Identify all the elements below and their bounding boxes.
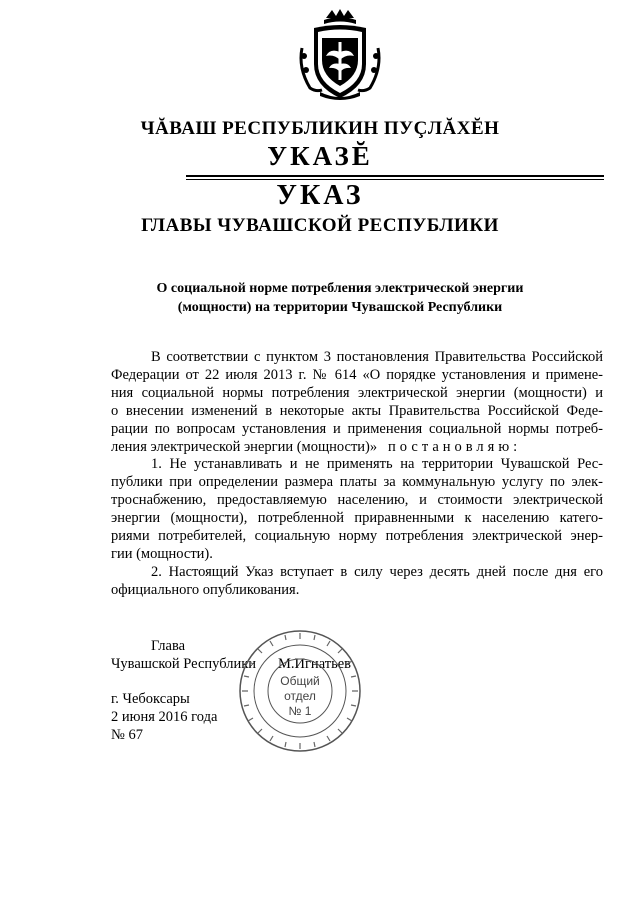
city: г. Чебоксары	[111, 691, 190, 707]
body-line: В соответствии с пунктом 3 постановления Правительства Российской	[151, 349, 603, 365]
header-republic-chuvash: ЧĂВАШ РЕСПУБЛИКИН ПУÇЛĂХĔН	[140, 118, 500, 139]
title-line: (мощности) на территории Чувашской Республики	[177, 300, 503, 315]
document-title	[130, 279, 550, 317]
body-line: энергии (мощности), потребленной приравненными к населению катего-	[111, 510, 603, 527]
header-authority: ГЛАВЫ ЧУВАШСКОЙ РЕСПУБЛИКИ	[141, 215, 499, 236]
body-line	[111, 439, 603, 457]
body-line: риями потребителей, социальную норму потребления электрической энер-	[111, 528, 603, 545]
body-line: официального опубликования.	[111, 581, 300, 598]
signature-title-line: Глава	[151, 638, 186, 654]
stamp-line: отдел	[284, 689, 316, 703]
signature-name: М.Игнатьев	[278, 656, 351, 672]
header-decree-chuvash: УКАЗĔ	[267, 141, 373, 171]
body-line: ния социальной нормы потребления электрической энергии (мощности) и	[111, 384, 603, 401]
place-and-date	[111, 690, 217, 744]
decree-number: № 67	[111, 727, 143, 743]
body-line: рации по вопросам установления и применения социальной нормы потреб-	[111, 420, 603, 437]
header-rule-thick	[186, 175, 604, 177]
body-line: Федерации от 22 июля 2013 г. № 614 «О порядке установления и примене-	[111, 366, 603, 383]
body-line: 1. Не устанавливать и не применять на территории Чувашской Рес-	[151, 456, 603, 473]
body-line: 2. Настоящий Указ вступает в силу через десять дней после дня его	[151, 563, 603, 580]
body-line: публики при определении размера платы за коммунальную услугу по элек-	[111, 474, 603, 491]
stamp-line: № 1	[288, 704, 312, 718]
document-body	[111, 349, 603, 600]
title-line: О социальной норме потребления электрической энергии	[156, 281, 524, 296]
date: 2 июня 2016 года	[111, 709, 218, 725]
body-line: о внесении изменений в некоторые акты Правительства Российской Феде-	[111, 402, 603, 419]
header-decree: УКАЗ	[276, 180, 364, 211]
coat-of-arms-icon	[296, 8, 384, 102]
body-line: гии (мощности).	[111, 545, 213, 562]
signature-title-line: Чувашской Республики	[111, 656, 257, 672]
decree-word: постановляю:	[388, 438, 522, 455]
office-stamp	[236, 627, 364, 755]
body-line-text: ления электрической энергии (мощности)»	[111, 438, 378, 455]
stamp-line: Общий	[280, 674, 320, 688]
body-line: троснабжению, предоставляемую населению, и стоимости электрической	[111, 492, 603, 509]
